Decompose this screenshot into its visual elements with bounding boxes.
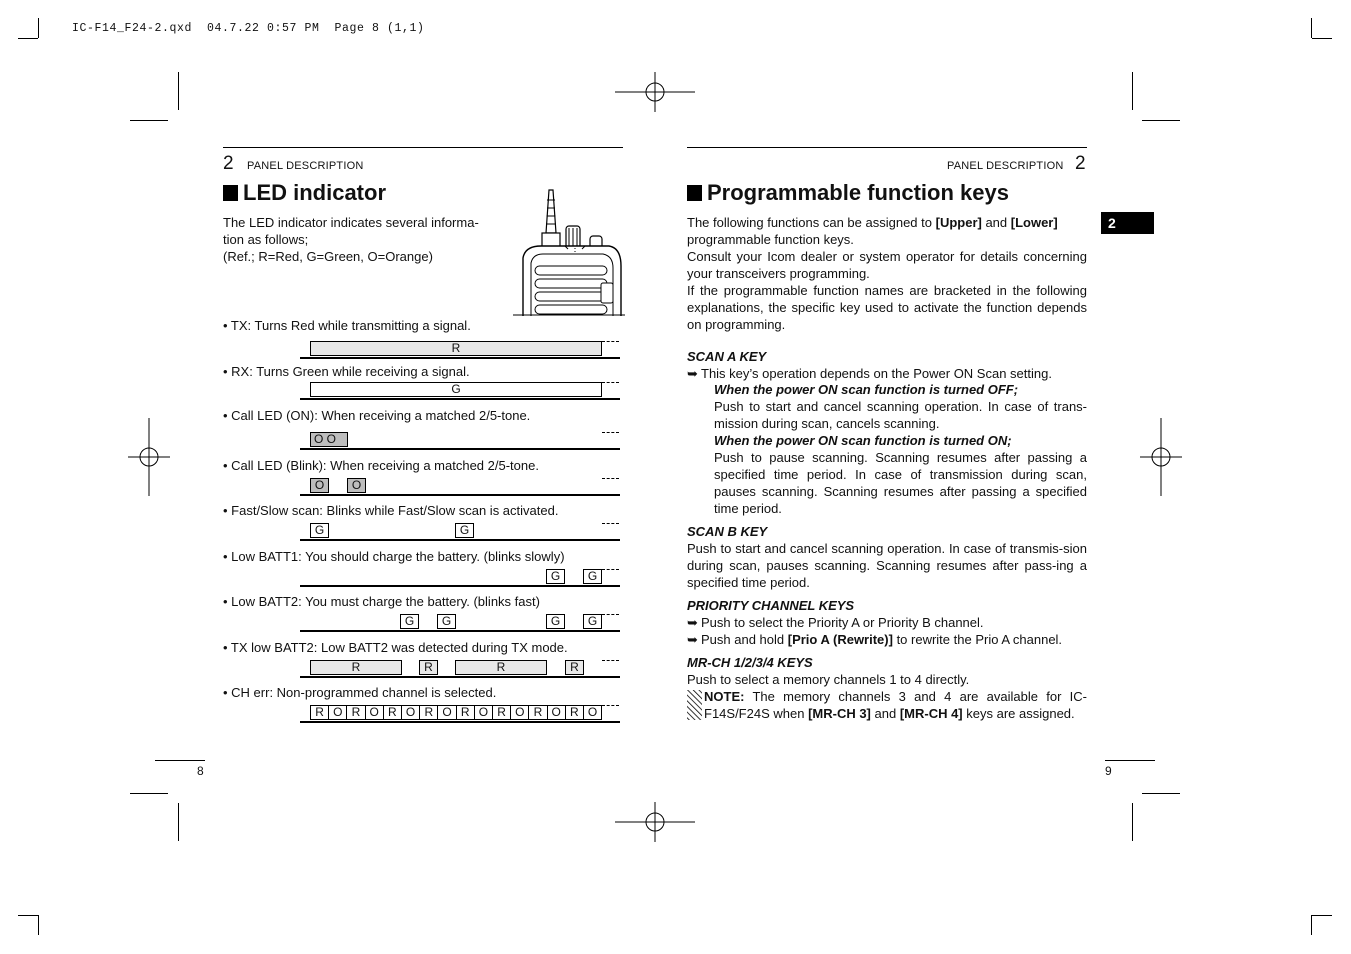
chapter-number: 2 [223, 153, 234, 174]
led-box: O [365, 705, 384, 720]
priority-bullet-2: ➥ Push and hold [Prio A (Rewrite)] to rewrite the Prio A channel. [687, 632, 1063, 647]
led-box: G [583, 614, 602, 629]
note-hatch-icon [687, 690, 702, 720]
priority-heading: PRIORITY CHANNEL KEYS [687, 598, 855, 613]
led-box: R [565, 660, 584, 675]
scan-a-off-heading: When the power ON scan function is turned OFF; [714, 382, 1019, 397]
led-box: O [510, 705, 529, 720]
led-box: R [528, 705, 547, 720]
running-header: PANEL DESCRIPTION [247, 160, 364, 172]
led-item-call-blink: • Call LED (Blink): When receiving a matched 2/5-tone. [223, 458, 539, 473]
led-box: G [310, 523, 329, 538]
led-box: G [310, 382, 602, 397]
led-item-tx-lowbatt2: • TX low BATT2: Low BATT2 was detected during TX mode. [223, 640, 568, 655]
arrow-bullet-icon: ➥ [687, 615, 698, 630]
led-box: O [328, 705, 347, 720]
led-box: G [546, 614, 565, 629]
led-item-lowbatt2: • Low BATT2: You must charge the battery. (blinks fast) [223, 594, 540, 609]
pfk-intro: The following functions can be assigned to [Upper] and [Lower] programmable function keys. Consult your Icom dealer or system operator for details concerning your transceivers programming. If the programmable function names are bracketed in the following explanations, the specific key used to activate the function depends on programming. [687, 215, 1087, 332]
led-item-ch-err: • CH err: Non-programmed channel is selected. [223, 685, 497, 700]
file-slug: IC-F14_F24-2.qxd 04.7.22 0:57 PM Page 8 (1,1) [72, 22, 425, 35]
led-box: G [455, 523, 474, 538]
page-number: 9 [1105, 764, 1112, 778]
led-box: R [310, 341, 602, 356]
led-box: R [456, 705, 475, 720]
square-bullet-icon [223, 185, 238, 201]
mrch-note: NOTE: The memory channels 3 and 4 are available for IC- F14S/F24S when [MR-CH 3] and [MR-CH 4] keys are assigned. [704, 689, 1087, 721]
led-box: O [583, 705, 602, 720]
led-box: R [310, 705, 329, 720]
led-box: R [346, 705, 365, 720]
led-box: R [455, 660, 547, 675]
led-box: R [565, 705, 584, 720]
scan-b-heading: SCAN B KEY [687, 524, 768, 539]
registration-mark-right [1140, 418, 1182, 496]
led-box: G [546, 569, 565, 584]
square-bullet-icon [687, 185, 702, 201]
section-title: LED indicator [223, 180, 386, 206]
mrch-heading: MR-CH 1/2/3/4 KEYS [687, 655, 813, 670]
scan-a-bullet: ➥ This key’s operation depends on the Power ON Scan setting. [687, 366, 1052, 381]
led-box: O [347, 478, 366, 493]
led-box: R [492, 705, 511, 720]
mrch-text: Push to select a memory channels 1 to 4 directly. [687, 672, 970, 687]
arrow-bullet-icon: ➥ [687, 366, 698, 381]
registration-mark-left [128, 418, 170, 496]
chapter-number: 2 [1075, 153, 1086, 174]
scan-a-off-text: Push to start and cancel scanning operation. In case of trans-mission during scan, cancels scanning. [714, 399, 1087, 431]
scan-b-text: Push to start and cancel scanning operation. In case of transmis-sion during scan, pauses scanning. Scanning resumes after pass-ing a specified time period. [687, 541, 1087, 590]
led-box: O [547, 705, 566, 720]
radio-illustration [513, 188, 625, 316]
led-box: O [401, 705, 420, 720]
led-box: G [437, 614, 456, 629]
scan-a-on-text: Push to pause scanning. Scanning resumes after passing a specified time period. In case of transmission during scan, pauses scanning. Scanning resumes after passing a specified time period. [714, 450, 1087, 516]
led-item-lowbatt1: • Low BATT1: You should charge the battery. (blinks slowly) [223, 549, 565, 564]
led-intro: The LED indicator indicates several informa- tion as follows; (Ref.; R=Red, G=Green, O=Orange) [223, 215, 479, 264]
led-item-tx: • TX: Turns Red while transmitting a signal. [223, 318, 471, 333]
led-item-call-on: • Call LED (ON): When receiving a matched 2/5-tone. [223, 408, 531, 423]
led-item-scan: • Fast/Slow scan: Blinks while Fast/Slow scan is activated. [223, 503, 559, 518]
led-box: O [310, 478, 329, 493]
led-box: R [310, 660, 402, 675]
led-box: R [419, 660, 438, 675]
registration-mark-bottom [615, 802, 695, 842]
led-box: O O [310, 432, 348, 447]
led-box: R [419, 705, 438, 720]
led-box: R [383, 705, 402, 720]
page-number: 8 [197, 764, 204, 778]
scan-a-on-heading: When the power ON scan function is turned ON; [714, 433, 1012, 448]
priority-bullet-1: ➥ Push to select the Priority A or Priority B channel. [687, 615, 984, 630]
scan-a-heading: SCAN A KEY [687, 349, 767, 364]
registration-mark-top [615, 72, 695, 112]
led-item-rx: • RX: Turns Green while receiving a signal. [223, 364, 470, 379]
led-box: O [437, 705, 456, 720]
led-box: O [474, 705, 493, 720]
chapter-tab: 2 [1101, 212, 1154, 234]
running-header: PANEL DESCRIPTION [947, 160, 1064, 172]
led-box: G [583, 569, 602, 584]
section-title: Programmable function keys [687, 180, 1009, 206]
arrow-bullet-icon: ➥ [687, 632, 698, 647]
led-box: G [400, 614, 419, 629]
